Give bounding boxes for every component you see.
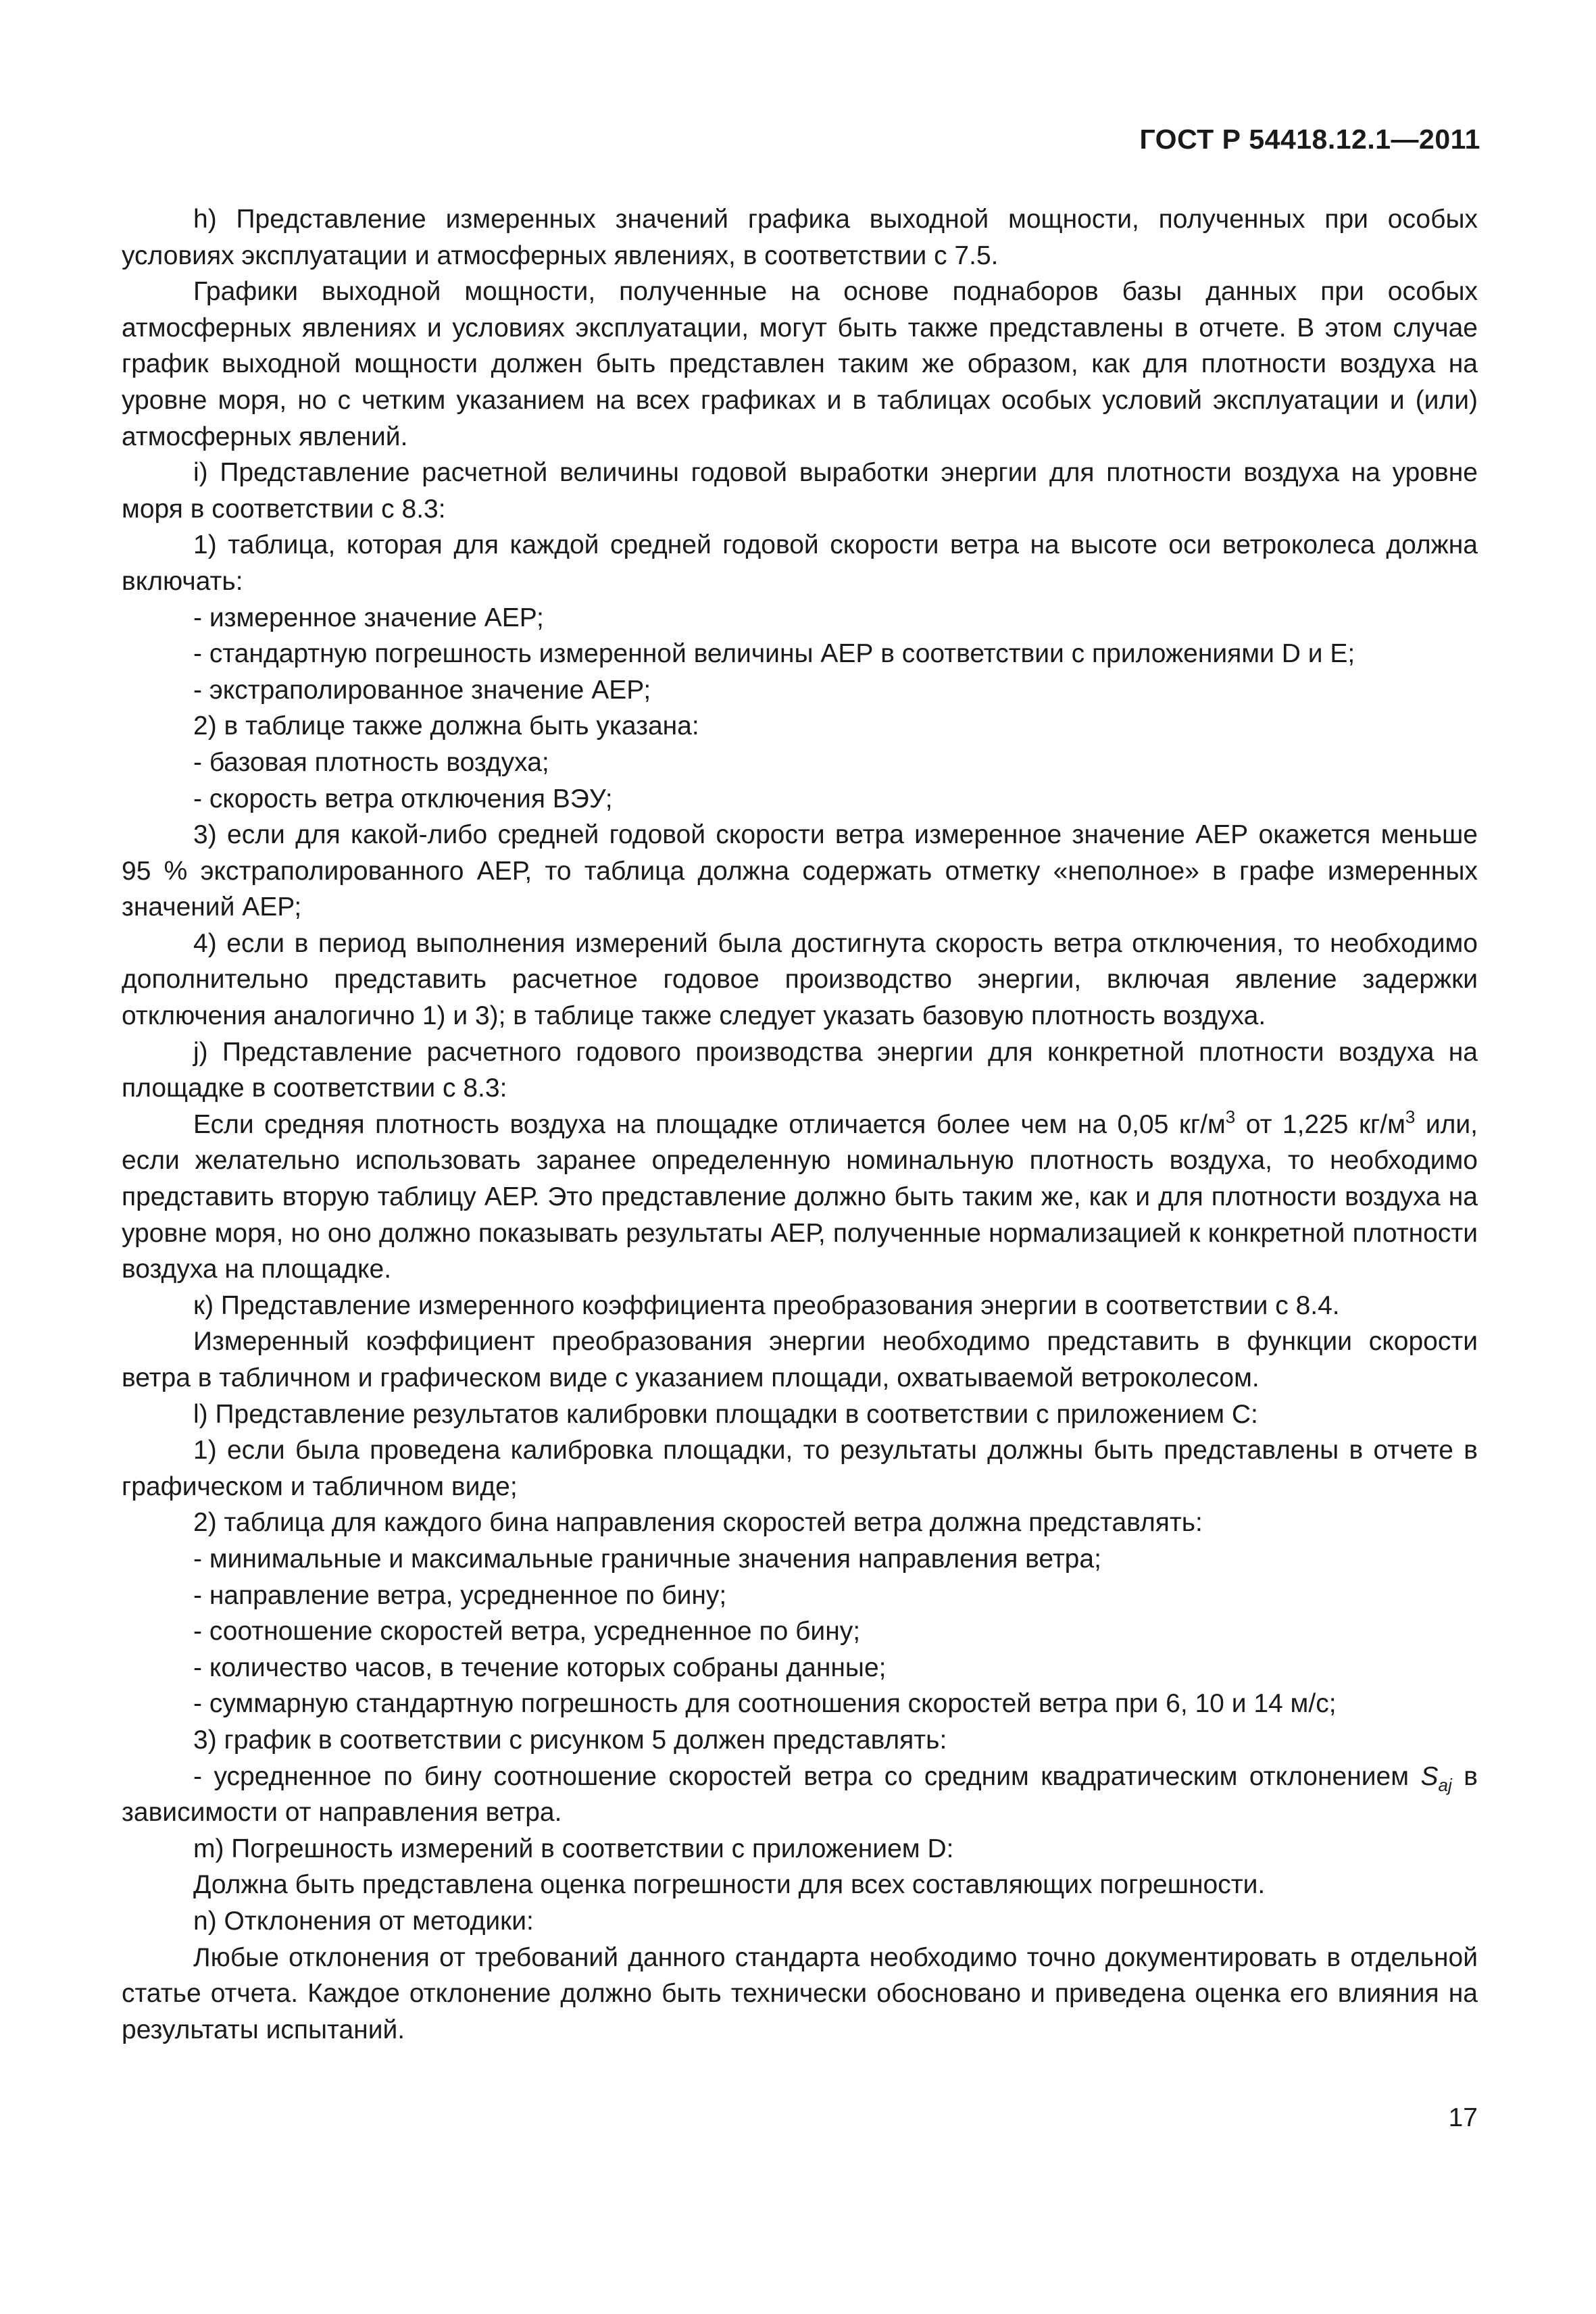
paragraph: l) Представление результатов калибровки площадки в соответствии с приложением С: [193,1399,1258,1429]
document-body [122,201,1478,2048]
paragraph: 1) таблица, которая для каждой средней годовой скорости ветра на высоте оси ветроколеса должна включать: [122,530,1478,596]
list-item: - направление ветра, усредненное по бину; [193,1580,727,1610]
text-segment: в зависимости от направления ветра. [122,1761,1478,1828]
paragraph: Должна быть представлена оценка погрешности для всех составляющих погрешности. [193,1870,1266,1900]
list-item: 2) в таблице также должна быть указана: [193,711,699,741]
page-number: 17 [1448,2103,1478,2132]
paragraph: 3) если для какой-либо средней годовой скорости ветра измеренное значение АЕР окажется меньше 95 % экстраполированного АЕР, то таблица должна содержать отметку «неполное» в графе измеренных значений АЕР; [122,820,1478,922]
list-item: - соотношение скоростей ветра, усредненное по бину; [193,1617,861,1646]
symbol-s: S [1420,1761,1439,1791]
list-item: - скорость ветра отключения ВЭУ; [193,784,613,813]
subscript: aj [1438,1774,1452,1795]
superscript: 3 [1225,1106,1236,1127]
list-item: 3) график в соответствии с рисунком 5 должен представлять: [193,1725,947,1755]
text-segment: или, если желательно использовать заранее определенную номинальную плотность воздуха, то необходимо представить вторую таблицу АЕР. Это представление должно быть таким же, как и для плотности воздуха на уровне моря, но оно должно показывать результаты АЕР, полученные нормализацией к конкретной плотности воздуха на площадке. [122,1109,1478,1284]
list-item: - базовая плотность воздуха; [193,747,549,777]
paragraph: i) Представление расчетной величины годовой выработки энергии для плотности воздуха на уровне моря в соответствии с 8.3: [122,458,1478,524]
superscript: 3 [1405,1106,1416,1127]
list-item: - экстраполированное значение АЕР; [193,675,651,705]
paragraph: Графики выходной мощности, полученные на основе поднаборов базы данных при особых атмосферных явлениях и условиях эксплуатации, могут быть также представлены в отчете. В этом случае график выходной мощности должен быть представлен таким же образом, как для плотности воздуха на уровне моря, но с четким указанием на всех графиках и в таблицах особых условий эксплуатации и (или) атмосферных явлений. [122,277,1478,451]
list-item: - минимальные и максимальные граничные значения направления ветра; [193,1544,1101,1574]
paragraph: Измеренный коэффициент преобразования энергии необходимо представить в функции скорости ветра в табличном и графическом виде с указанием площади, охватываемой ветроколесом. [122,1327,1478,1392]
paragraph: m) Погрешность измерений в соответствии с приложением D: [193,1834,954,1863]
list-item: - количество часов, в течение которых собраны данные; [193,1653,887,1682]
text-segment: - усредненное по бину соотношение скоростей ветра со средним квадратическим отклонением [193,1761,1421,1791]
paragraph: h) Представление измеренных значений графика выходной мощности, полученных при особых условиях эксплуатации и атмосферных явлениях, в соответствии с 7.5. [122,205,1478,270]
paragraph: 4) если в период выполнения измерений была достигнута скорость ветра отключения, то необходимо дополнительно представить расчетное годовое производство энергии, включая явление задержки отключения аналогично 1) и 3); в таблице также следует указать базовую плотность воздуха. [122,928,1478,1031]
paragraph: 2) таблица для каждого бина направления скоростей ветра должна представлять: [193,1508,1203,1538]
list-item: - стандартную погрешность измеренной величины АЕР в соответствии с приложениями D и E; [193,639,1355,669]
paragraph-wind-ratio [122,1759,1478,1831]
text-segment: от 1,225 кг/м [1235,1109,1405,1139]
paragraph: j) Представление расчетного годового производства энергии для конкретной плотности воздуха на площадке в соответствии с 8.3: [122,1037,1478,1103]
text-segment: Если средняя плотность воздуха на площадке отличается более чем на 0,05 кг/м [193,1109,1226,1139]
paragraph: 1) если была проведена калибровка площадки, то результаты должны быть представлены в отчете в графическом и табличном виде; [122,1436,1478,1501]
document-header: ГОСТ Р 54418.12.1—2011 [1139,124,1480,155]
paragraph: Любые отклонения от требований данного стандарта необходимо точно документировать в отдельной статье отчета. Каждое отклонение должно быть технически обосновано и приведена оценка его влияния на результаты испытаний. [122,1942,1478,2044]
paragraph: n) Отклонения от методики: [193,1906,534,1936]
list-item: - измеренное значение АЕР; [193,603,544,632]
paragraph: к) Представление измеренного коэффициента преобразования энергии в соответствии с 8.4. [193,1290,1340,1320]
paragraph-air-density [122,1107,1478,1288]
list-item: - суммарную стандартную погрешность для соотношения скоростей ветра при 6, 10 и 14 м/с; [193,1689,1337,1719]
